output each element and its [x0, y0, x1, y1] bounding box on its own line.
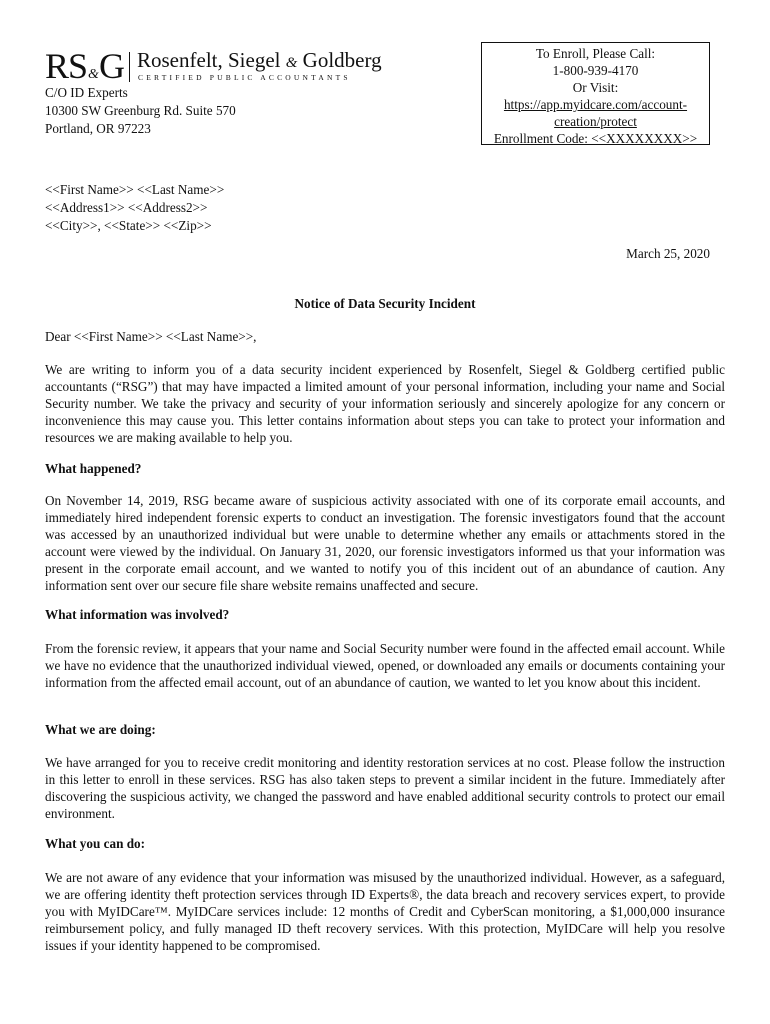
return-address-line: C/O ID Experts	[45, 85, 128, 100]
logo-monogram: RS&G	[45, 46, 124, 86]
section-heading-what-happened: What happened?	[45, 461, 142, 476]
section-body-what-we-are-doing: We have arranged for you to receive credit monitoring and identity restoration services at no cost. Please follow the instruction in this letter to enroll in these services. RSG has also taken steps to prevent a similar incident in the future. Immediately after discovering the suspicious activity, we changed the password and have enabled additional security controls to protect our email environment.	[45, 755, 725, 822]
return-address-line: Portland, OR 97223	[45, 121, 151, 136]
return-address	[45, 84, 236, 138]
enroll-url-link[interactable]: https://app.myidcare.com/account-	[503, 97, 688, 112]
salutation: Dear <<First Name>> <<Last Name>>,	[45, 329, 257, 344]
enrollment-box	[481, 42, 710, 145]
enroll-phone: 1-800-939-4170	[552, 63, 639, 78]
return-address-line: 10300 SW Greenburg Rd. Suite 570	[45, 103, 236, 118]
section-body-what-happened: On November 14, 2019, RSG became aware of suspicious activity associated with one of its corporate email accounts, and immediately hired independent forensic experts to conduct an investigation. The forensic investigators found that the account was accessed by an unauthorized individual but were unable to determine whether any emails or attachments stored in the account were viewed by the individual. On January 31, 2020, our forensic investigators informed us that your information was present in the corporate email account, and we wanted to notify you of this incident out of an abundance of caution. Any information sent over our secure file share website remains unaffected and secure.	[45, 493, 725, 594]
section-heading-what-we-are-doing: What we are doing:	[45, 722, 156, 737]
logo-firm-name: Rosenfelt, Siegel & Goldberg	[137, 48, 382, 72]
enrollment-code: Enrollment Code: <<XXXXXXXX>>	[493, 131, 698, 146]
section-body-what-you-can-do: We are not aware of any evidence that your information was misused by the unauthorized individual. However, as a safeguard, we are offering identity theft protection services through ID Experts®, the data breach and recovery services expert, to provide you with MyIDCare™. MyIDCare services include: 12 months of Credit and CyberScan monitoring, a $1,000,000 insurance reimbursement policy, and fully managed ID theft recovery services. With this protection, MyIDCare will help you resolve issues if your identity happened to be compromised.	[45, 870, 725, 954]
intro-paragraph: We are writing to inform you of a data security incident experienced by Rosenfelt, Siegel & Goldberg certified public accountants (“RSG”) that may have impacted a limited amount of your personal information, including your name and Social Security number. We take the privacy and security of your information seriously and sincerely apologize for any concern or inconvenience this may cause you. This letter contains information about steps you can take to protect your information and resources we are making available to help you.	[45, 362, 725, 446]
notice-title: Notice of Data Security Incident	[294, 296, 476, 311]
enroll-visit-label: Or Visit:	[572, 80, 619, 95]
enroll-url-link-cont[interactable]: creation/protect	[554, 114, 637, 129]
section-heading-info-involved: What information was involved?	[45, 607, 230, 622]
recipient-line: <<Address1>> <<Address2>>	[45, 200, 208, 215]
letter-date: March 25, 2020	[626, 246, 710, 261]
section-body-info-involved: From the forensic review, it appears that your name and Social Security number were found in the affected email account. While we have no evidence that the unauthorized individual viewed, opened, or downloaded any emails or documents containing your information from the affected email account, out of an abundance of caution, we wanted to let you know about this incident.	[45, 641, 725, 691]
section-heading-what-you-can-do: What you can do:	[45, 836, 146, 851]
recipient-line: <<City>>, <<State>> <<Zip>>	[45, 218, 212, 233]
enroll-call-label: To Enroll, Please Call:	[535, 46, 656, 61]
recipient-line: <<First Name>> <<Last Name>>	[45, 182, 225, 197]
recipient-address	[45, 181, 224, 235]
logo-divider	[129, 52, 130, 82]
logo-subtitle: CERTIFIED PUBLIC ACCOUNTANTS	[138, 73, 351, 82]
